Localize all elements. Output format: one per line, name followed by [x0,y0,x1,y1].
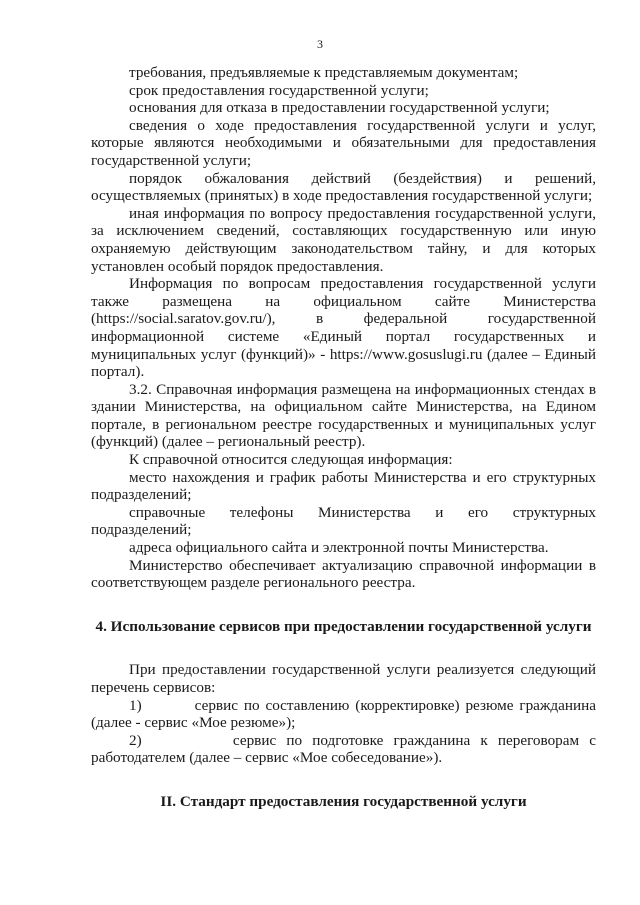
paragraph: основания для отказа в предоставлении государственной услуги; [129,99,550,117]
paragraph: срок предоставления государственной услуги; [129,81,429,99]
paragraph: Министерство обеспечивает актуализацию справочной информации в соответствующем разделе регионального реестра. [91,556,596,592]
paragraph: требования, предъявляемые к представляемым документам; [129,64,519,81]
paragraph: порядок обжалования действий (бездействия) и решений, осуществляемых (принятых) в ходе предоставления государственной услуги; [91,169,596,205]
list-item [91,732,596,767]
list-item-text: сервис по составлению (корректировке) резюме гражданина (далее - сервис «Мое резюме»); [91,696,597,732]
section-heading-4: 4. Использование сервисов при предоставлении государственной услуги [95,617,592,635]
paragraph: К справочной относится следующая информация: [129,451,453,469]
list-item-number: 2) [129,731,142,749]
paragraph: сведения о ходе предоставления государственной услуги и услуг, которые являются необходимыми и обязательными для предоставления государственной услуги; [91,116,596,169]
paragraph: 3.2. Справочная информация размещена на информационных стендах в здании Министерства, на официальном сайте Министерства, на Едином портале, в региональном реестре государственных и муниципальных услуг (функций) (далее – региональный реестр). [91,380,596,451]
paragraph: иная информация по вопросу предоставления государственной услуги, за исключением сведений, составляющих государственную или иную охраняемую действующим законодательством тайну, и для которых установлен особый порядок предоставления. [91,204,596,275]
document-body [91,64,596,811]
paragraph: справочные телефоны Министерства и его структурных подразделений; [91,503,596,539]
section-heading-ii: II. Стандарт предоставления государственной услуги [160,792,527,810]
list-item [91,697,596,732]
list-item-number: 1) [129,696,142,714]
paragraph: Информация по вопросам предоставления государственной услуги также размещена на официальном сайте Министерства (https://social.saratov.gov.ru/), в федеральной государственной информационной системе «Единый портал государственных и муниципальных услуг (функций)» - https://www.gosuslugi.ru (далее – Единый портал). [91,275,596,381]
page-number: 3 [317,37,323,51]
list-item-text: сервис по подготовке гражданина к переговорам с работодателем (далее – сервис «Мое собеседование»). [91,731,597,767]
paragraph: место нахождения и график работы Министерства и его структурных подразделений; [91,468,596,504]
paragraph: адреса официального сайта и электронной почты Министерства. [129,539,549,557]
paragraph: При предоставлении государственной услуги реализуется следующий перечень сервисов: [91,661,596,696]
